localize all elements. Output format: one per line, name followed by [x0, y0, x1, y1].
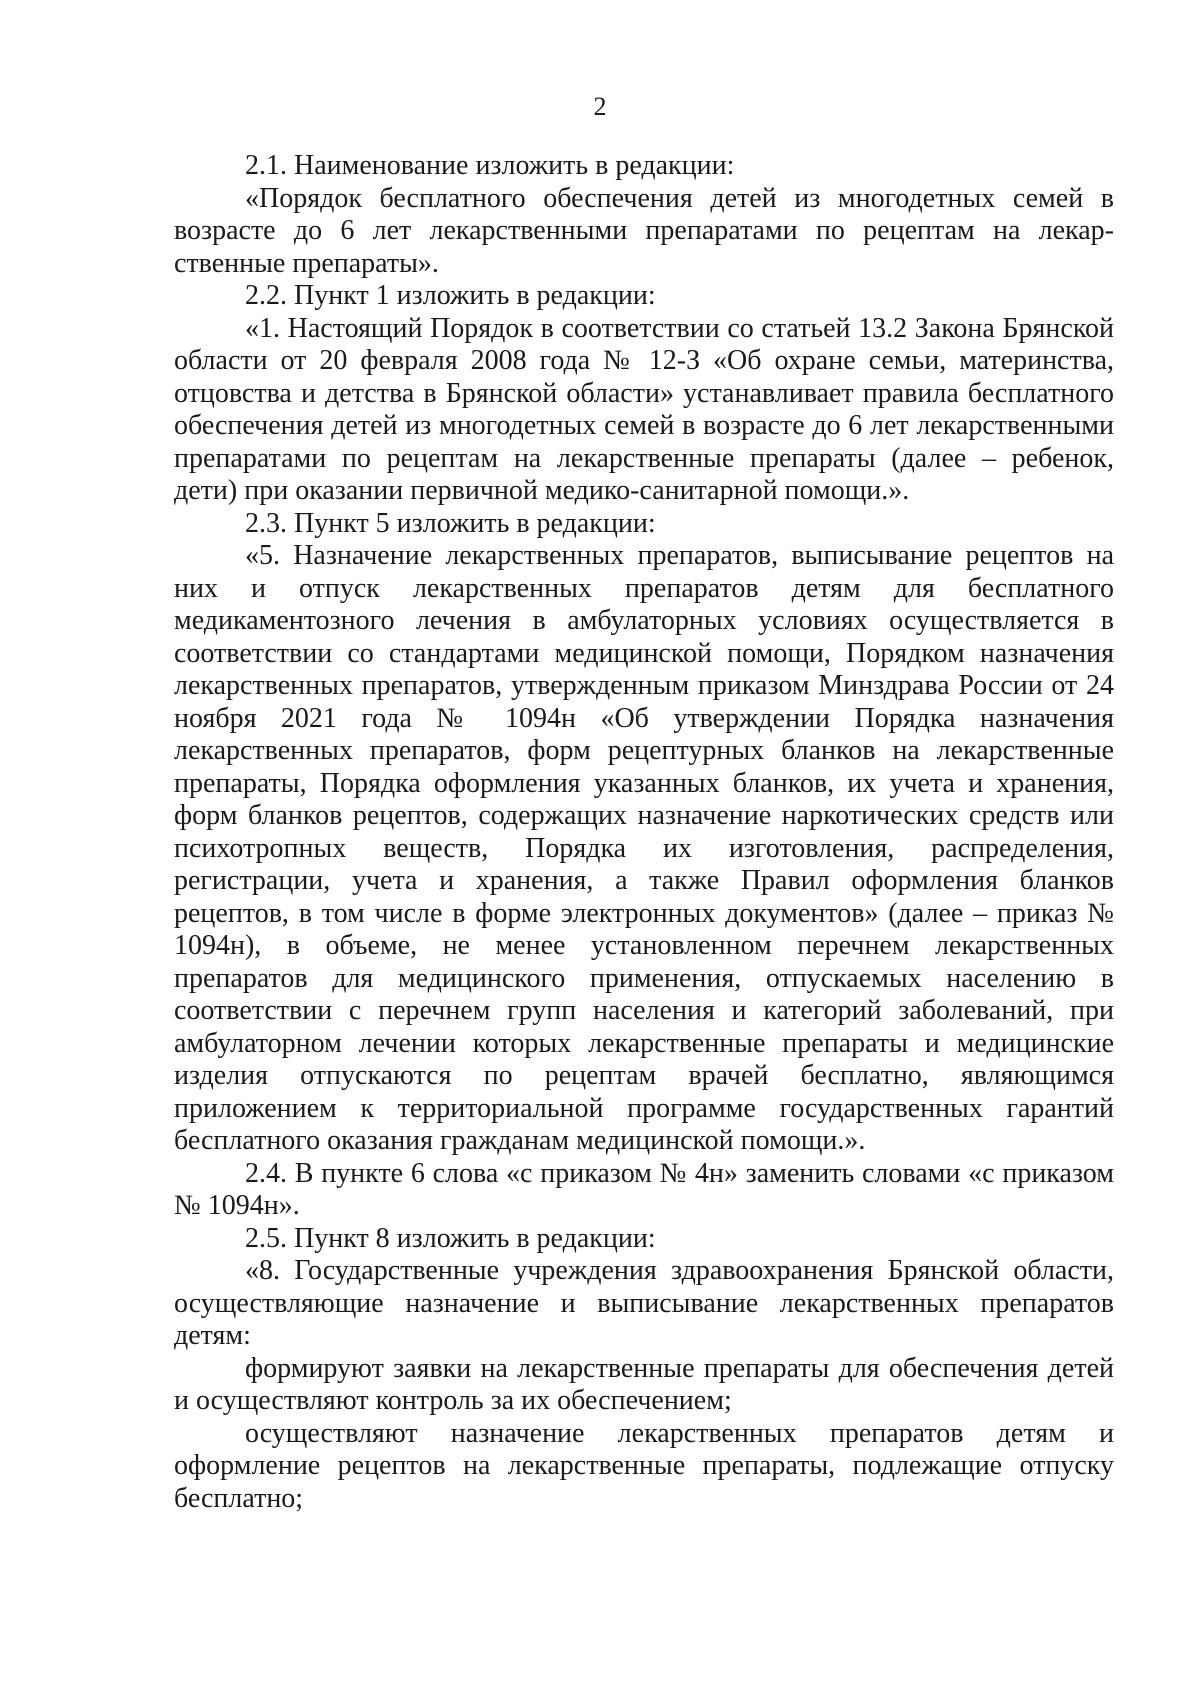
paragraph-2-2-heading: 2.2. Пункт 1 изложить в редакции:	[245, 280, 656, 311]
paragraph-2-5-item-2: осуществляют назначение лекарственных препаратов детям и оформление рецептов на лекарственные препараты, подлежащие отпуску бесплатно;	[174, 1417, 1114, 1514]
paragraph-2-3-heading: 2.3. Пункт 5 изложить в редакции:	[245, 507, 656, 539]
paragraph-2-1-heading: 2.1. Наименование изложить в редакции:	[245, 150, 735, 181]
paragraph-2-3-text: «5. Назначение лекарственных препаратов, выписывание рецептов на них и отпуск лекарственных препаратов детям для бесплатного медикаментозного лечения в амбулаторных условиях осуществляется в соответствии со стандартами медицинской помощи, Порядком назначения лекарственных препаратов, утвержденным приказом Минздрава России от 24 ноября 2021 года № 1094н «Об утверждении Порядка назначения лекарственных препаратов, форм рецептурных бланков на лекарственные препараты, Порядка оформления указанных бланков, их учета и хранения, форм бланков рецептов, содержащих назначение наркотических средств или психотропных веществ, Порядка их изготовления, распределения, регистрации, учета и хранения, а также Правил оформления бланков рецептов, в том числе в форме электронных документов» (далее – приказ № 1094н), в объеме, не менее установленном перечнем лекарственных препаратов для медицинского применения, отпускаемых населению в соответствии с перечнем групп населения и категорий заболеваний, при амбулаторном лечении которых лекарственные препараты и медицинские изделия отпускаются по рецептам врачей бесплатно, являющимся приложением к территориальной программе государственных гарантий бесплатного оказания гражданам медицинской помощи.».	[174, 540, 1114, 1156]
paragraph-2-5-text: «8. Государственные учреждения здравоохранения Брянской области, осуществляющие назначение и выписывание лекарственных препаратов детям:	[174, 1255, 1114, 1351]
paragraph-2-2-text: «1. Настоящий Порядок в соответствии со статьей 13.2 Закона Брянской области от 20 февраля 2008 года № 12-З «Об охране семьи, материнства, отцовства и детства в Брянской области» устанавливает правила бесплатного обеспечения детей из многодетных семей в возрасте до 6 лет лекарственными препаратами по рецептам на лекарственные препараты (далее – ребенок, дети) при оказании первичной медико-санитарной помощи.».	[174, 312, 1114, 506]
paragraph-2-5-item-1: формируют заявки на лекарственные препараты для обеспечения детей и осуществляют контроль за их обеспечением;	[174, 1352, 1114, 1416]
document-body	[174, 150, 1114, 1515]
paragraph-2-1-text: «Порядок бесплатного обеспечения детей из многодетных семей в возрасте до 6 лет лекарственными препаратами по рецептам на лекарственные препараты».	[174, 182, 1114, 279]
paragraph-2-5-heading: 2.5. Пункт 8 изложить в редакции:	[245, 1222, 656, 1254]
paragraph-2-4-text: 2.4. В пункте 6 слова «с приказом № 4н» заменить словами «с приказом № 1094н».	[174, 1157, 1114, 1221]
page-number: 2	[593, 92, 607, 121]
